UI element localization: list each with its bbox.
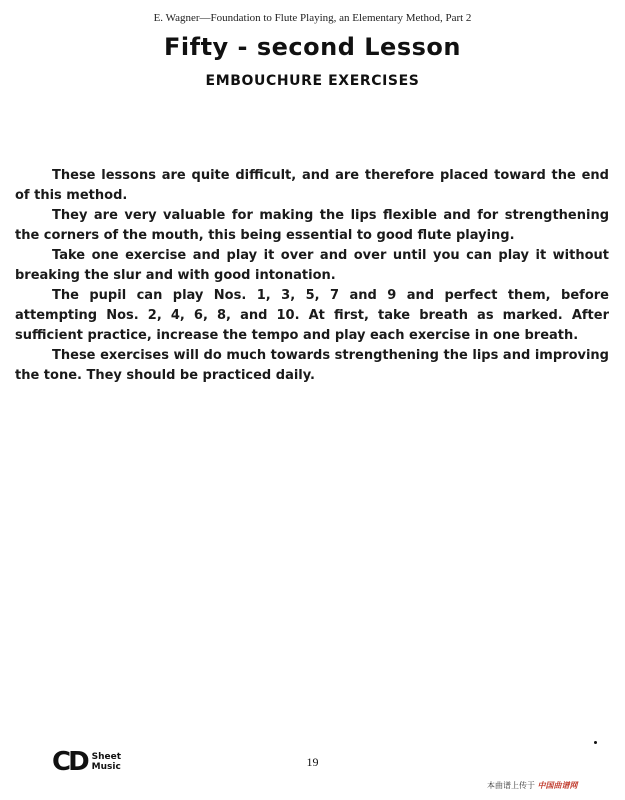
paragraph: These exercises will do much towards strengthening the lips and improving the tone. They should be practiced daily. [15,348,609,383]
logo-mark: CD [52,747,87,777]
paragraph: They are very valuable for making the lips flexible and for strengthening the corners of the mouth, this being essential to good flute playing. [15,208,609,243]
watermark-prefix: 本曲谱上传于 [487,781,535,790]
paragraph: Take one exercise and play it over and over until you can play it without breaking the slur and with good intonation. [15,248,609,283]
running-header: E. Wagner—Foundation to Flute Playing, an Elementary Method, Part 2 [153,12,472,24]
logo-word-music: Music [91,762,121,772]
section-subtitle: EMBOUCHURE EXERCISES [205,73,420,89]
upload-watermark [487,780,578,791]
paragraph: These lessons are quite difficult, and are therefore placed toward the end of this method. [15,168,609,203]
lesson-title: Fifty - second Lesson [164,33,461,61]
logo-word-sheet: Sheet [91,752,122,762]
watermark-brand: 中国曲谱网 [537,781,578,790]
paragraph: The pupil can play Nos. 1, 3, 5, 7 and 9 and perfect them, before attempting Nos. 2, 4, 6, 8, and 10. At first, take breath as marked. After sufficient practice, increase the tempo and play each exercise in one breath. [15,288,609,343]
page-number: 19 [306,755,319,769]
lesson-body [15,166,609,386]
dot-mark [594,741,597,744]
